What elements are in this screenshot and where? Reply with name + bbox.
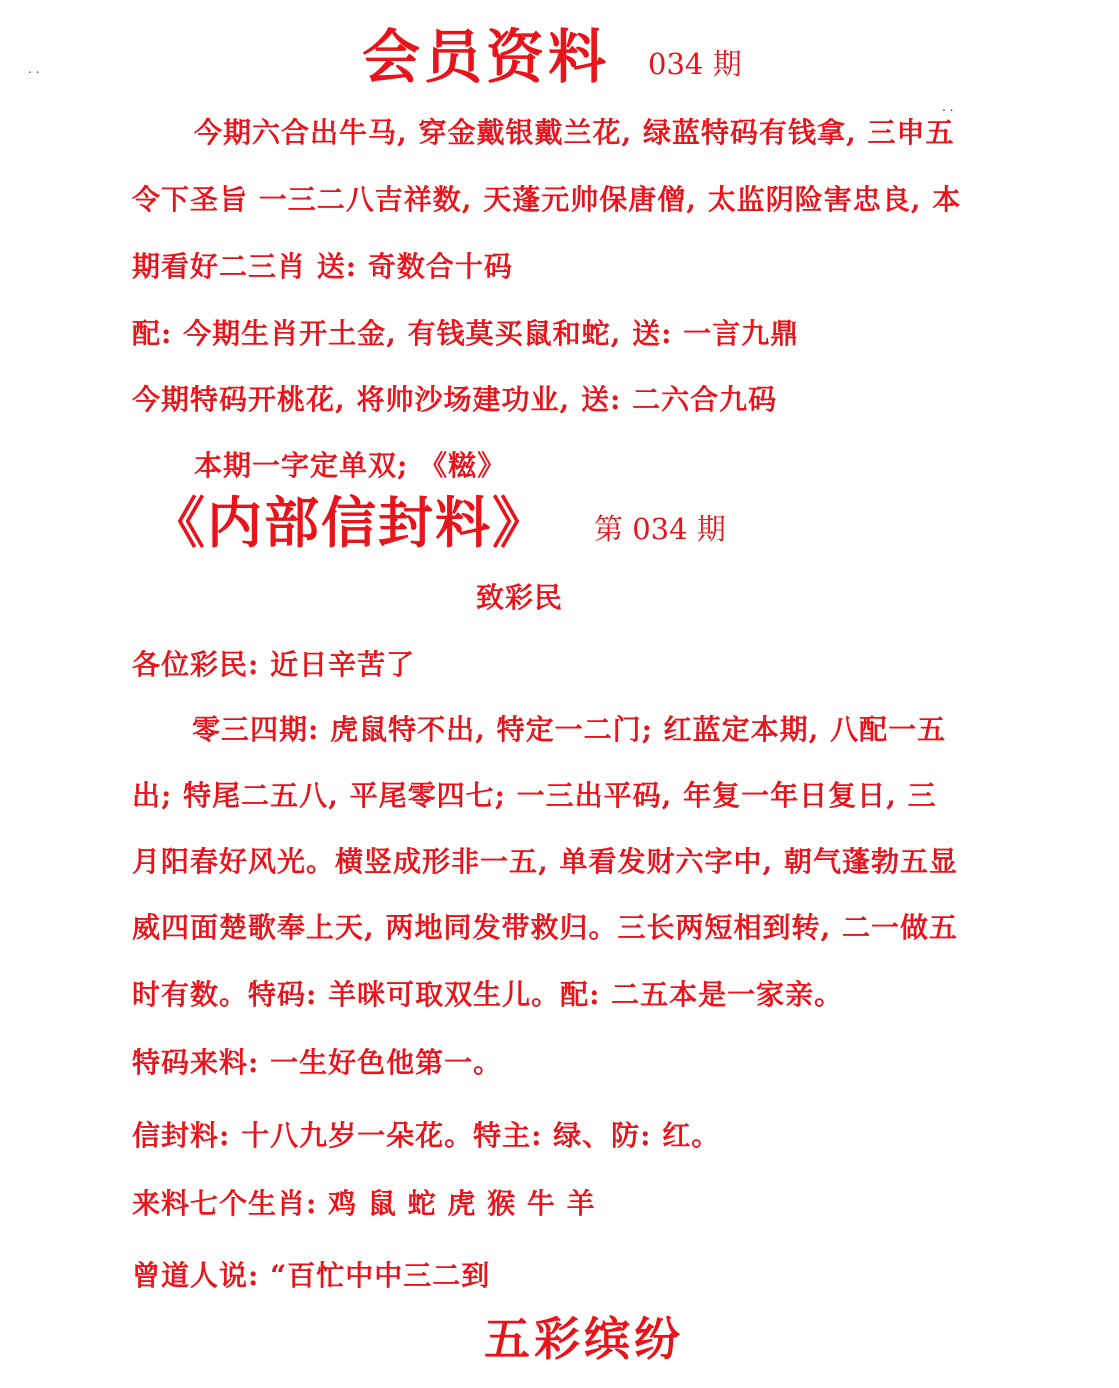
member-text-line: 今期六合出牛马, 穿金戴银戴兰花, 绿蓝特码有钱拿, 三申五 — [194, 116, 955, 149]
letter-text-line: 特码来料: 一生好色他第一。 — [132, 1046, 503, 1079]
salutation-heading: 致彩民 — [476, 581, 564, 614]
member-text-line: 本期一字定单双; 《糍》 — [194, 449, 507, 482]
issue-number: 034 期 — [648, 47, 742, 81]
letter-text-line: 威四面楚歌奉上天, 两地同发带救归。三长两短相到转, 二一做五 — [132, 911, 958, 944]
letter-text-line: 信封料: 十八九岁一朵花。特主: 绿、防: 红。 — [132, 1119, 721, 1152]
member-text-line: 期看好二三肖 送: 奇数合十码 — [132, 250, 513, 283]
letter-text-line: 时有数。特码: 羊咪可取双生儿。配: 二五本是一家亲。 — [132, 978, 844, 1011]
member-info-title: 会员资料 — [362, 23, 611, 91]
speck-mark: . . — [942, 100, 954, 114]
envelope-section-title: 《内部信封料》 — [150, 490, 550, 555]
member-text-line: 配: 今期生肖开土金, 有钱莫买鼠和蛇, 送: 一言九鼎 — [132, 317, 800, 350]
envelope-issue-number: 第 034 期 — [594, 512, 726, 546]
member-text-line: 今期特码开桃花, 将帅沙场建功业, 送: 二六合九码 — [132, 383, 778, 416]
footer-title: 五彩缤纷 — [484, 1312, 684, 1366]
letter-text-line: 出; 特尾二五八, 平尾零四七; 一三出平码, 年复一年日复日, 三 — [132, 779, 937, 812]
member-text-line: 令下圣旨 一三二八吉祥数, 天蓬元帅保唐僧, 太监阴险害忠良, 本 — [132, 183, 962, 216]
letter-text-line: 来料七个生肖: 鸡 鼠 蛇 虎 猴 牛 羊 — [132, 1187, 596, 1220]
letter-text-line: 各位彩民: 近日辛苦了 — [132, 648, 416, 681]
letter-text-line: 月阳春好风光。横竖成形非一五, 单看发财六字中, 朝气蓬勃五显 — [132, 845, 958, 878]
letter-text-line: 零三四期: 虎鼠特不出, 特定一二门; 红蓝定本期, 八配一五 — [192, 713, 947, 746]
letter-text-line: 曾道人说: “百忙中中三二到 — [132, 1259, 491, 1292]
speck-mark: . . — [28, 62, 40, 76]
